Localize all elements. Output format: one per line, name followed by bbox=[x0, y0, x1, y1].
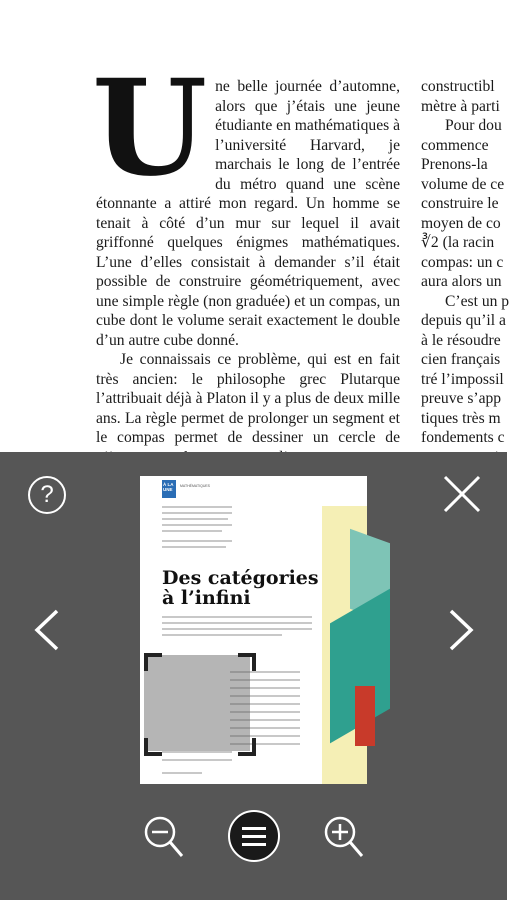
column-2-line: depuis qu’il a bbox=[421, 312, 506, 329]
text-line bbox=[162, 506, 232, 508]
zoom-out-icon[interactable] bbox=[142, 814, 186, 860]
column-2-line: tré l’impossil bbox=[421, 370, 504, 388]
column-2-line: Prenons-la bbox=[421, 156, 488, 173]
section-rubric: MATHÉMATIQUES bbox=[180, 484, 211, 488]
section-badge: À LA UNE bbox=[162, 480, 176, 498]
paragraph-1-text: ne belle journée d’automne, alors que j’étais une jeune étudiante en mathématiques à l’université Harvard, je marchais le long de l’entrée du métro quand une scène étonnante a attiré mon regard. Un homme se tenait à côté d’un mur sur lequel il avait griffonné quelques énigmes mathématiques. L’une d’elles consistait à demander s’il était possible de construire géométriquement, avec une simple règle (non graduée) et un compas, un cube dont le volume serait exactement le double d’un autre cube donné. bbox=[96, 78, 401, 349]
column-2-line: Pour dou bbox=[445, 117, 502, 134]
column-2-line: constructibl bbox=[421, 78, 495, 95]
chevron-right-icon[interactable] bbox=[446, 608, 476, 652]
text-line bbox=[162, 530, 222, 532]
column-2-line: volume de ce bbox=[421, 175, 505, 193]
menu-icon bbox=[242, 843, 266, 846]
menu-icon bbox=[242, 827, 266, 830]
text-line bbox=[162, 772, 202, 774]
article-column-2 bbox=[421, 77, 531, 467]
drop-cap: U bbox=[92, 51, 208, 206]
viewport-corner bbox=[144, 738, 162, 756]
text-line bbox=[162, 540, 232, 542]
column-2-line: aura alors un bbox=[421, 273, 502, 290]
column-2-line: construire le bbox=[421, 195, 499, 212]
viewport-corner bbox=[238, 653, 256, 671]
menu-icon bbox=[242, 835, 266, 838]
column-2-line: moyen de co bbox=[421, 214, 501, 232]
close-icon[interactable] bbox=[442, 474, 482, 514]
text-line bbox=[162, 518, 228, 520]
column-2-line: C’est un p bbox=[445, 292, 510, 310]
column-2-line: tiques très m bbox=[421, 409, 501, 427]
column-2-line: preuve s’app bbox=[421, 390, 502, 407]
viewport-corner bbox=[238, 738, 256, 756]
text-line bbox=[162, 524, 232, 526]
illustration-shape bbox=[355, 686, 375, 746]
article-page bbox=[0, 0, 510, 452]
article-paragraph-1 bbox=[92, 51, 401, 350]
column-2-line: à le résoudre bbox=[421, 331, 501, 349]
column-2-line: commence bbox=[421, 136, 489, 154]
column-2-line: compas: un c bbox=[421, 253, 504, 271]
text-line bbox=[162, 751, 232, 753]
menu-button[interactable] bbox=[228, 810, 280, 862]
text-line bbox=[162, 546, 226, 548]
column-2-line: ∛2 (la racin bbox=[421, 234, 495, 251]
text-line bbox=[162, 512, 232, 514]
viewport-corner bbox=[144, 653, 162, 671]
column-2-line: fondements c bbox=[421, 429, 505, 446]
text-line bbox=[162, 622, 312, 624]
chevron-left-icon[interactable] bbox=[32, 608, 62, 652]
article-paragraph-2: Je connaissais ce problème, qui est en fait très ancien: le philosophe grec Plutarque l’attribuait déjà à Platon il y a plus de deux mille ans. La règle permet de prolonger un segment et le compas permet de dessiner un cercle de bbox=[96, 351, 401, 446]
text-line bbox=[162, 628, 312, 630]
text-line bbox=[162, 759, 232, 761]
column-2-line: mètre à parti bbox=[421, 97, 500, 115]
zoom-in-icon[interactable] bbox=[322, 814, 366, 860]
column-2-line: cien français bbox=[421, 351, 501, 368]
help-button[interactable] bbox=[28, 476, 66, 514]
text-line bbox=[162, 616, 312, 618]
thumbnail-title: Des catégories à l’infini bbox=[162, 567, 319, 609]
article-column-1 bbox=[92, 51, 401, 467]
help-icon: ? bbox=[40, 481, 54, 508]
text-line bbox=[162, 634, 282, 636]
